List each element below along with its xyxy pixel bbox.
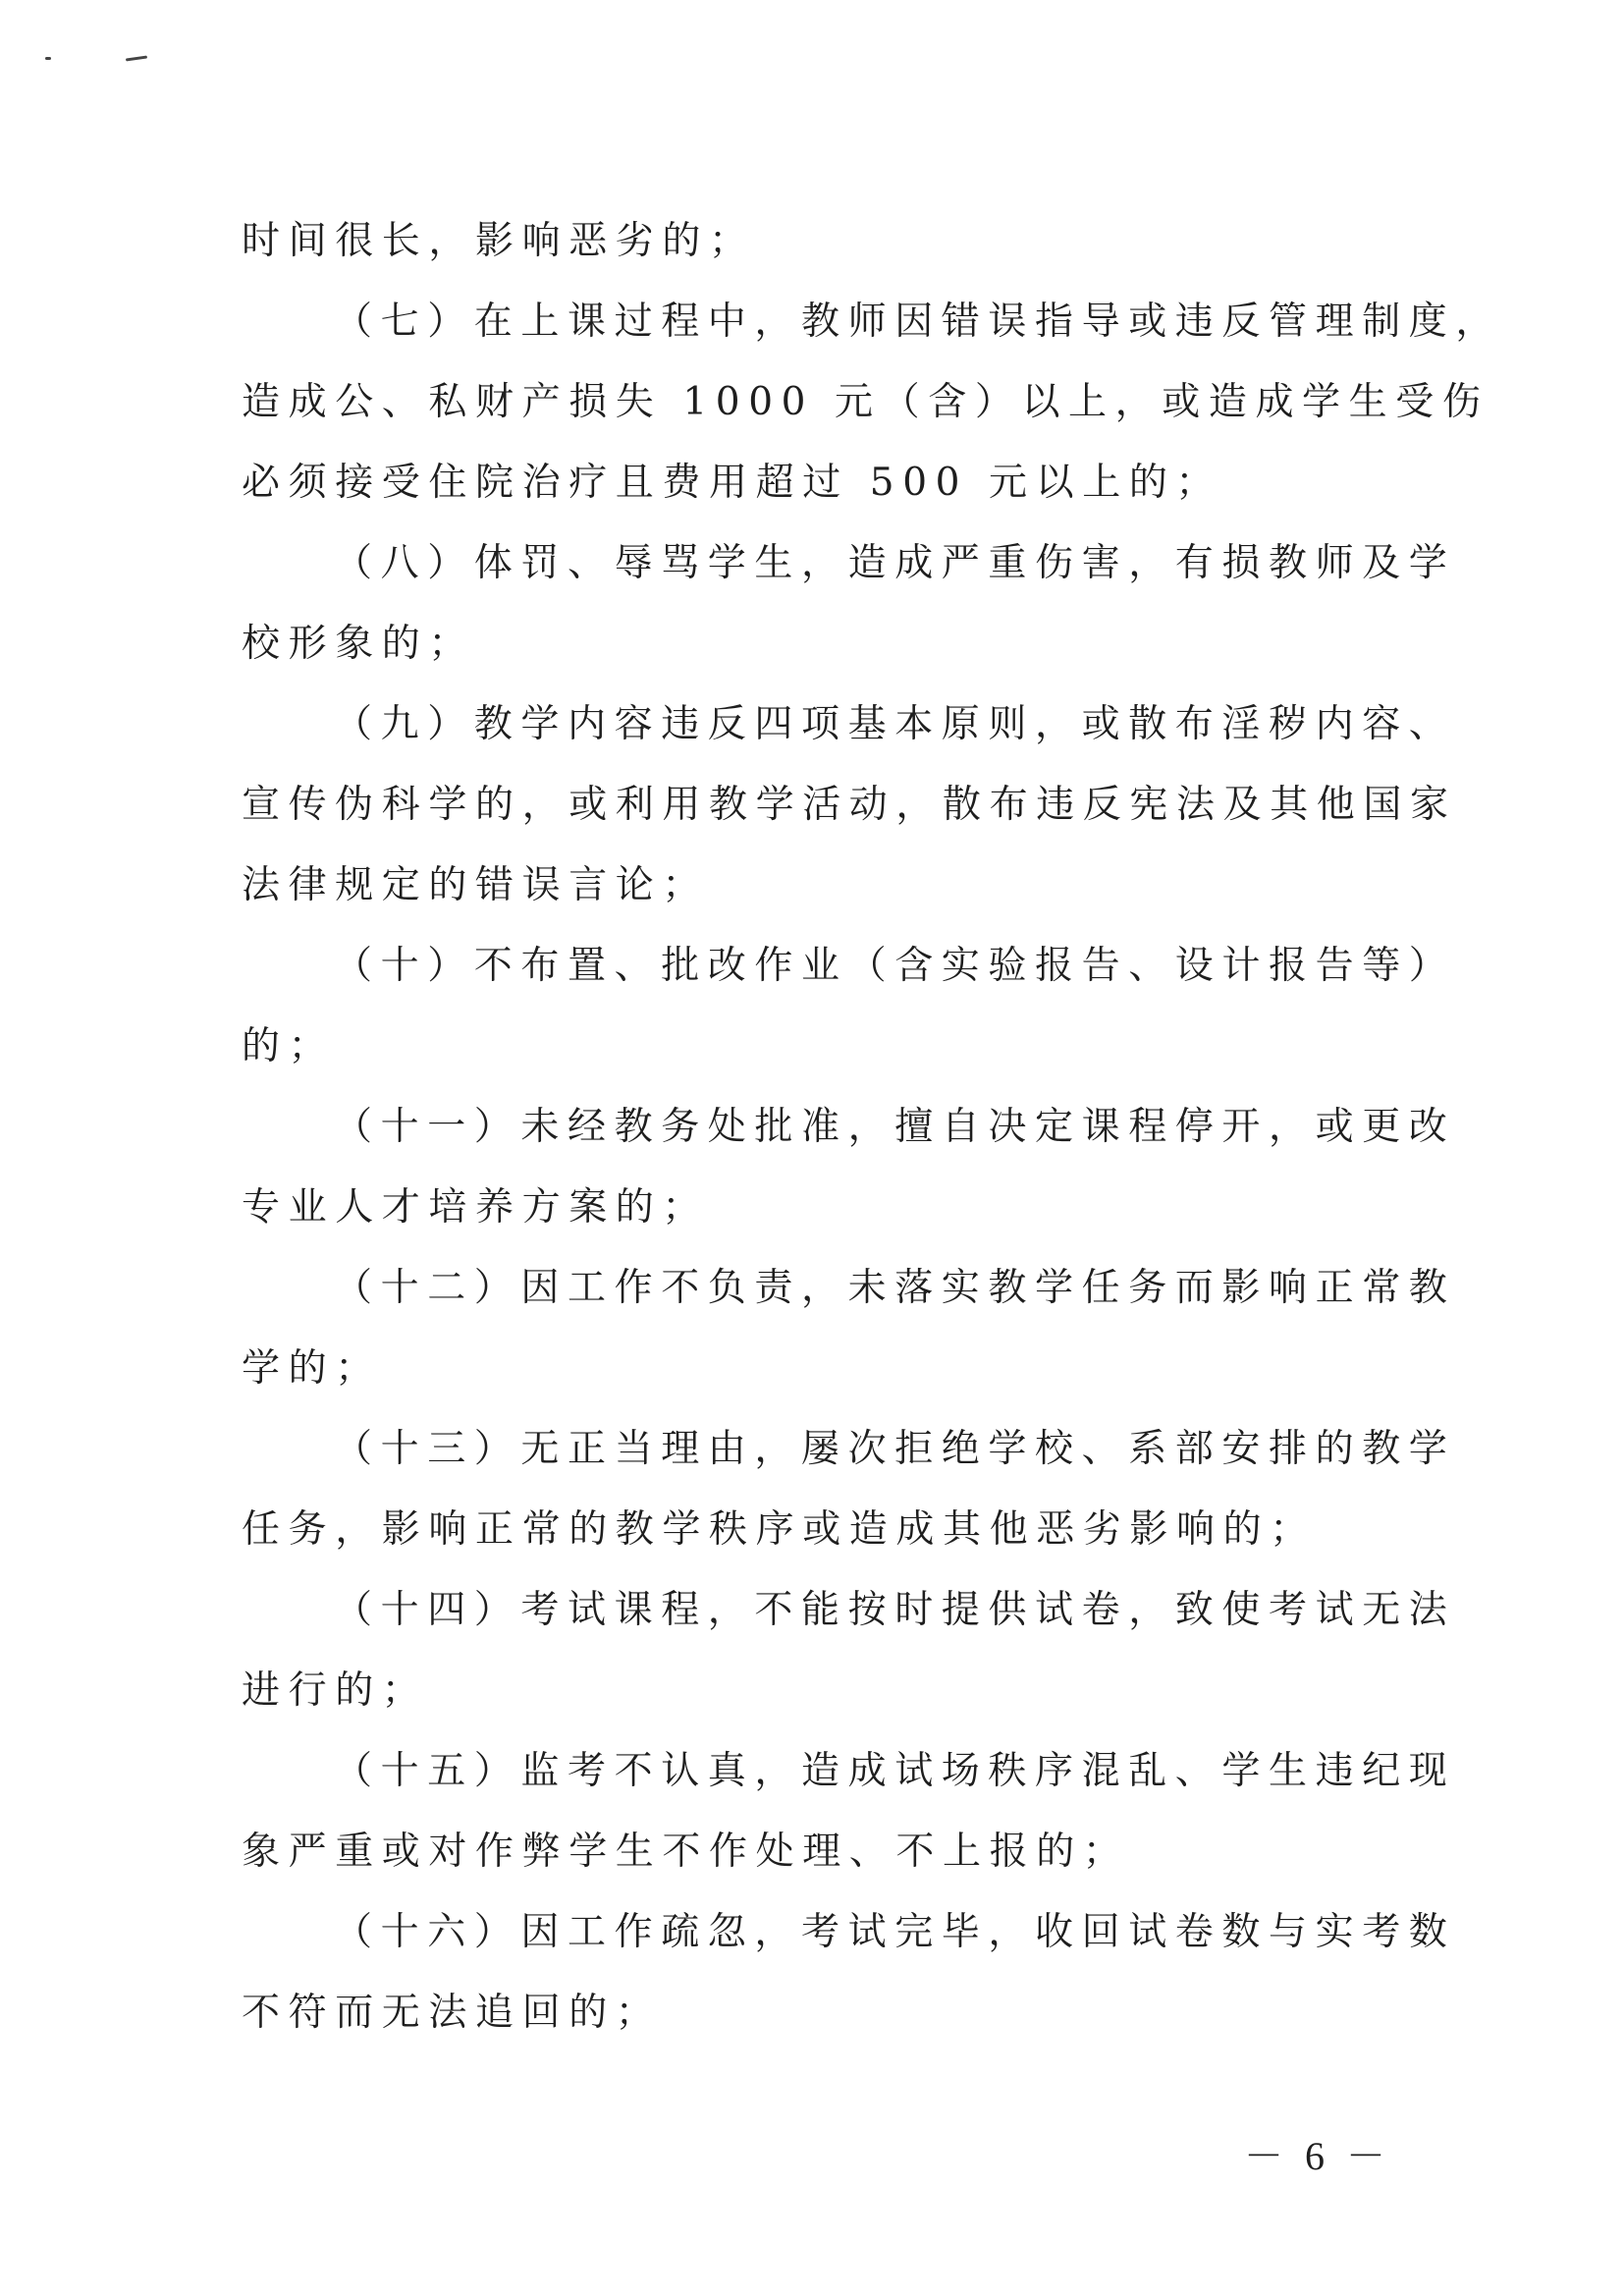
scan-mark xyxy=(126,55,147,61)
text-line: （十四）考试课程，不能按时提供试卷，致使考试无法 xyxy=(334,1588,1456,1632)
text-line: （七）在上课过程中，教师因错误指导或违反管理制度， xyxy=(334,300,1503,344)
text-line: 法律规定的错误言论； xyxy=(242,863,710,907)
page-number: － 6 － xyxy=(1244,2134,1391,2178)
text-line: 宣传伪科学的，或利用教学活动，散布违反宪法及其他国家 xyxy=(242,783,1457,827)
text-line: （八）体罚、辱骂学生，造成严重伤害，有损教师及学 xyxy=(334,541,1456,585)
document-body xyxy=(242,201,1503,2053)
text-line: （十）不布置、批改作业（含实验报告、设计报告等） xyxy=(334,944,1456,988)
text-line: 专业人才培养方案的； xyxy=(242,1185,710,1230)
text-line: 造成公、私财产损失 1000 元（含）以上，或造成学生受伤 xyxy=(242,380,1489,424)
text-line: （十三）无正当理由，屡次拒绝学校、系部安排的教学 xyxy=(334,1427,1456,1471)
text-line: 必须接受住院治疗且费用超过 500 元以上的； xyxy=(242,461,1223,505)
text-line: （十五）监考不认真，造成试场秩序混乱、学生违纪现 xyxy=(334,1749,1456,1793)
text-line: 学的； xyxy=(242,1346,382,1391)
text-line: 任务，影响正常的教学秩序或造成其他恶劣影响的； xyxy=(242,1507,1317,1552)
text-line: 不符而无法追回的； xyxy=(242,1991,663,2035)
text-line: 的； xyxy=(242,1024,336,1068)
text-line: 进行的； xyxy=(242,1668,429,1713)
text-line: 时间很长，影响恶劣的； xyxy=(242,219,756,263)
text-line: （十六）因工作疏忽，考试完毕，收回试卷数与实考数 xyxy=(334,1910,1456,1954)
text-line: 校形象的； xyxy=(242,622,476,666)
text-line: （九）教学内容违反四项基本原则，或散布淫秽内容、 xyxy=(334,702,1456,746)
text-line: （十二）因工作不负责，未落实教学任务而影响正常教 xyxy=(334,1266,1456,1310)
text-line: （十一）未经教务处批准，擅自决定课程停开，或更改 xyxy=(334,1105,1456,1149)
text-line: 象严重或对作弊学生不作处理、不上报的； xyxy=(242,1830,1130,1874)
scan-mark xyxy=(45,57,51,60)
